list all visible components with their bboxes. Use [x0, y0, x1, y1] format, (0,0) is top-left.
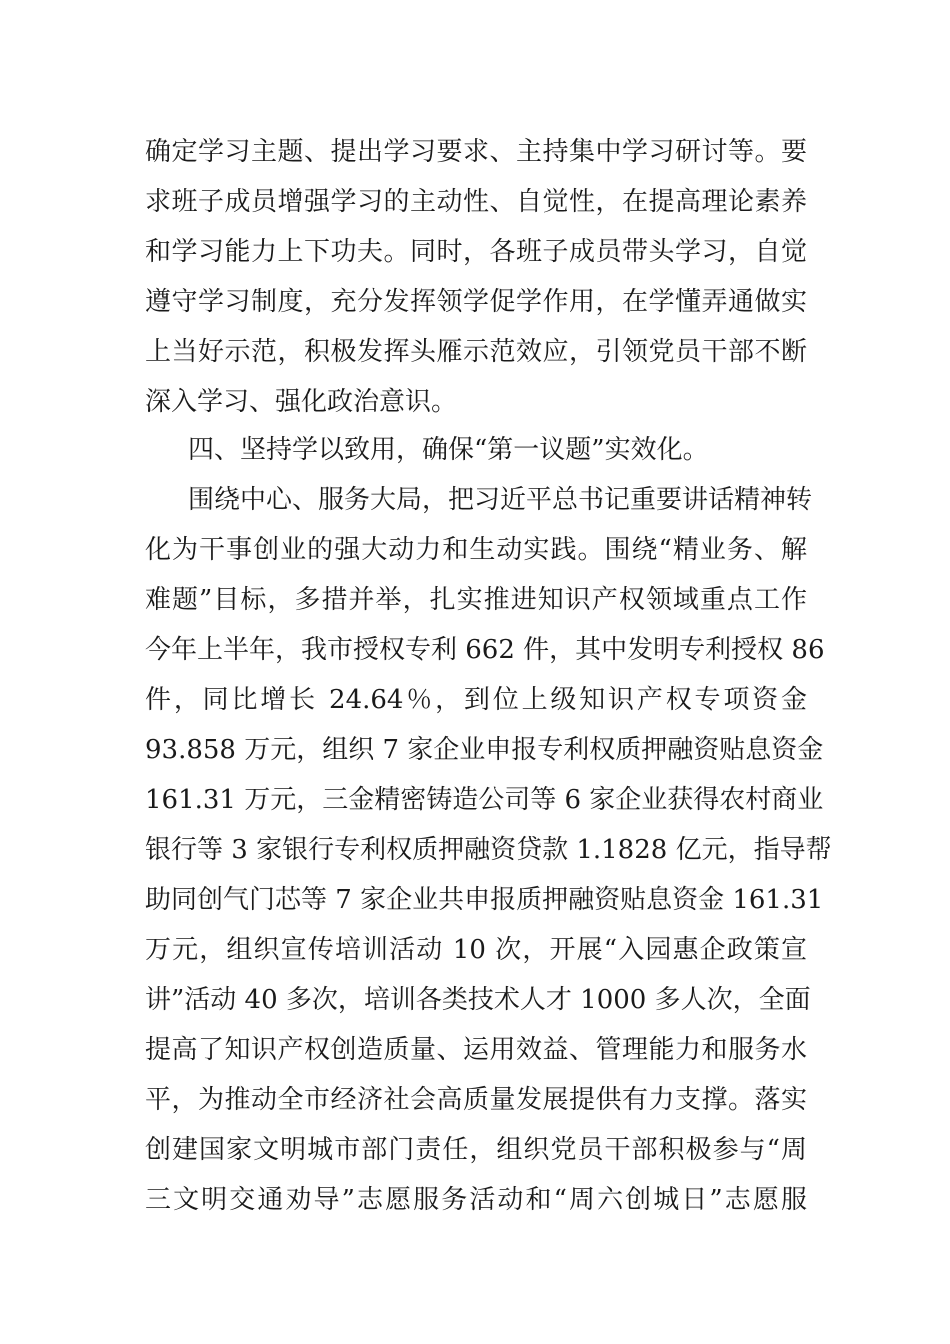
paragraph-line-18: 提高了知识产权创造质量、运用效益、管理能力和服务水	[145, 1035, 807, 1065]
paragraph-line-7: 围绕中心、服务大局，把习近平总书记重要讲话精神转	[188, 485, 813, 515]
paragraph-line-19: 平，为推动全市经济社会高质量发展提供有力支撑。落实	[145, 1085, 807, 1115]
paragraph-line-10: 今年上半年，我市授权专利 662 件，其中发明专利授权 86	[145, 635, 825, 665]
paragraph-line-16: 万元，组织宣传培训活动 10 次，开展“入园惠企政策宣	[145, 935, 807, 965]
section-heading: 四、坚持学以致用，确保“第一议题”实效化。	[188, 435, 709, 465]
paragraph-line-8: 化为干事创业的强大动力和生动实践。围绕“精业务、解	[145, 535, 807, 565]
paragraph-line-2: 求班子成员增强学习的主动性、自觉性，在提高理论素养	[145, 187, 807, 217]
paragraph-line-4: 遵守学习制度，充分发挥领学促学作用，在学懂弄通做实	[145, 287, 807, 317]
paragraph-line-17: 讲”活动 40 多次，培训各类技术人才 1000 多人次，全面	[145, 985, 811, 1015]
paragraph-line-6: 深入学习、强化政治意识。	[145, 387, 458, 417]
paragraph-line-9: 难题”目标，多措并举，扎实推进知识产权领域重点工作	[145, 585, 807, 615]
paragraph-line-21: 三文明交通劝导”志愿服务活动和“周六创城日”志愿服	[145, 1185, 807, 1215]
paragraph-line-11: 件，同比增长 24.64％，到位上级知识产权专项资金	[145, 685, 807, 715]
paragraph-line-14: 银行等 3 家银行专利权质押融资贷款 1.1828 亿元，指导帮	[145, 835, 832, 865]
paragraph-line-1: 确定学习主题、提出学习要求、主持集中学习研讨等。要	[145, 137, 807, 167]
paragraph-line-3: 和学习能力上下功夫。同时，各班子成员带头学习，自觉	[145, 237, 807, 267]
paragraph-line-20: 创建国家文明城市部门责任，组织党员干部积极参与“周	[145, 1135, 807, 1165]
paragraph-line-13: 161.31 万元，三金精密铸造公司等 6 家企业获得农村商业	[145, 785, 824, 815]
paragraph-line-12: 93.858 万元，组织 7 家企业申报专利权质押融资贴息资金	[145, 735, 824, 765]
paragraph-line-15: 助同创气门芯等 7 家企业共申报质押融资贴息资金 161.31	[145, 885, 824, 915]
paragraph-line-5: 上当好示范，积极发挥头雁示范效应，引领党员干部不断	[145, 337, 807, 367]
